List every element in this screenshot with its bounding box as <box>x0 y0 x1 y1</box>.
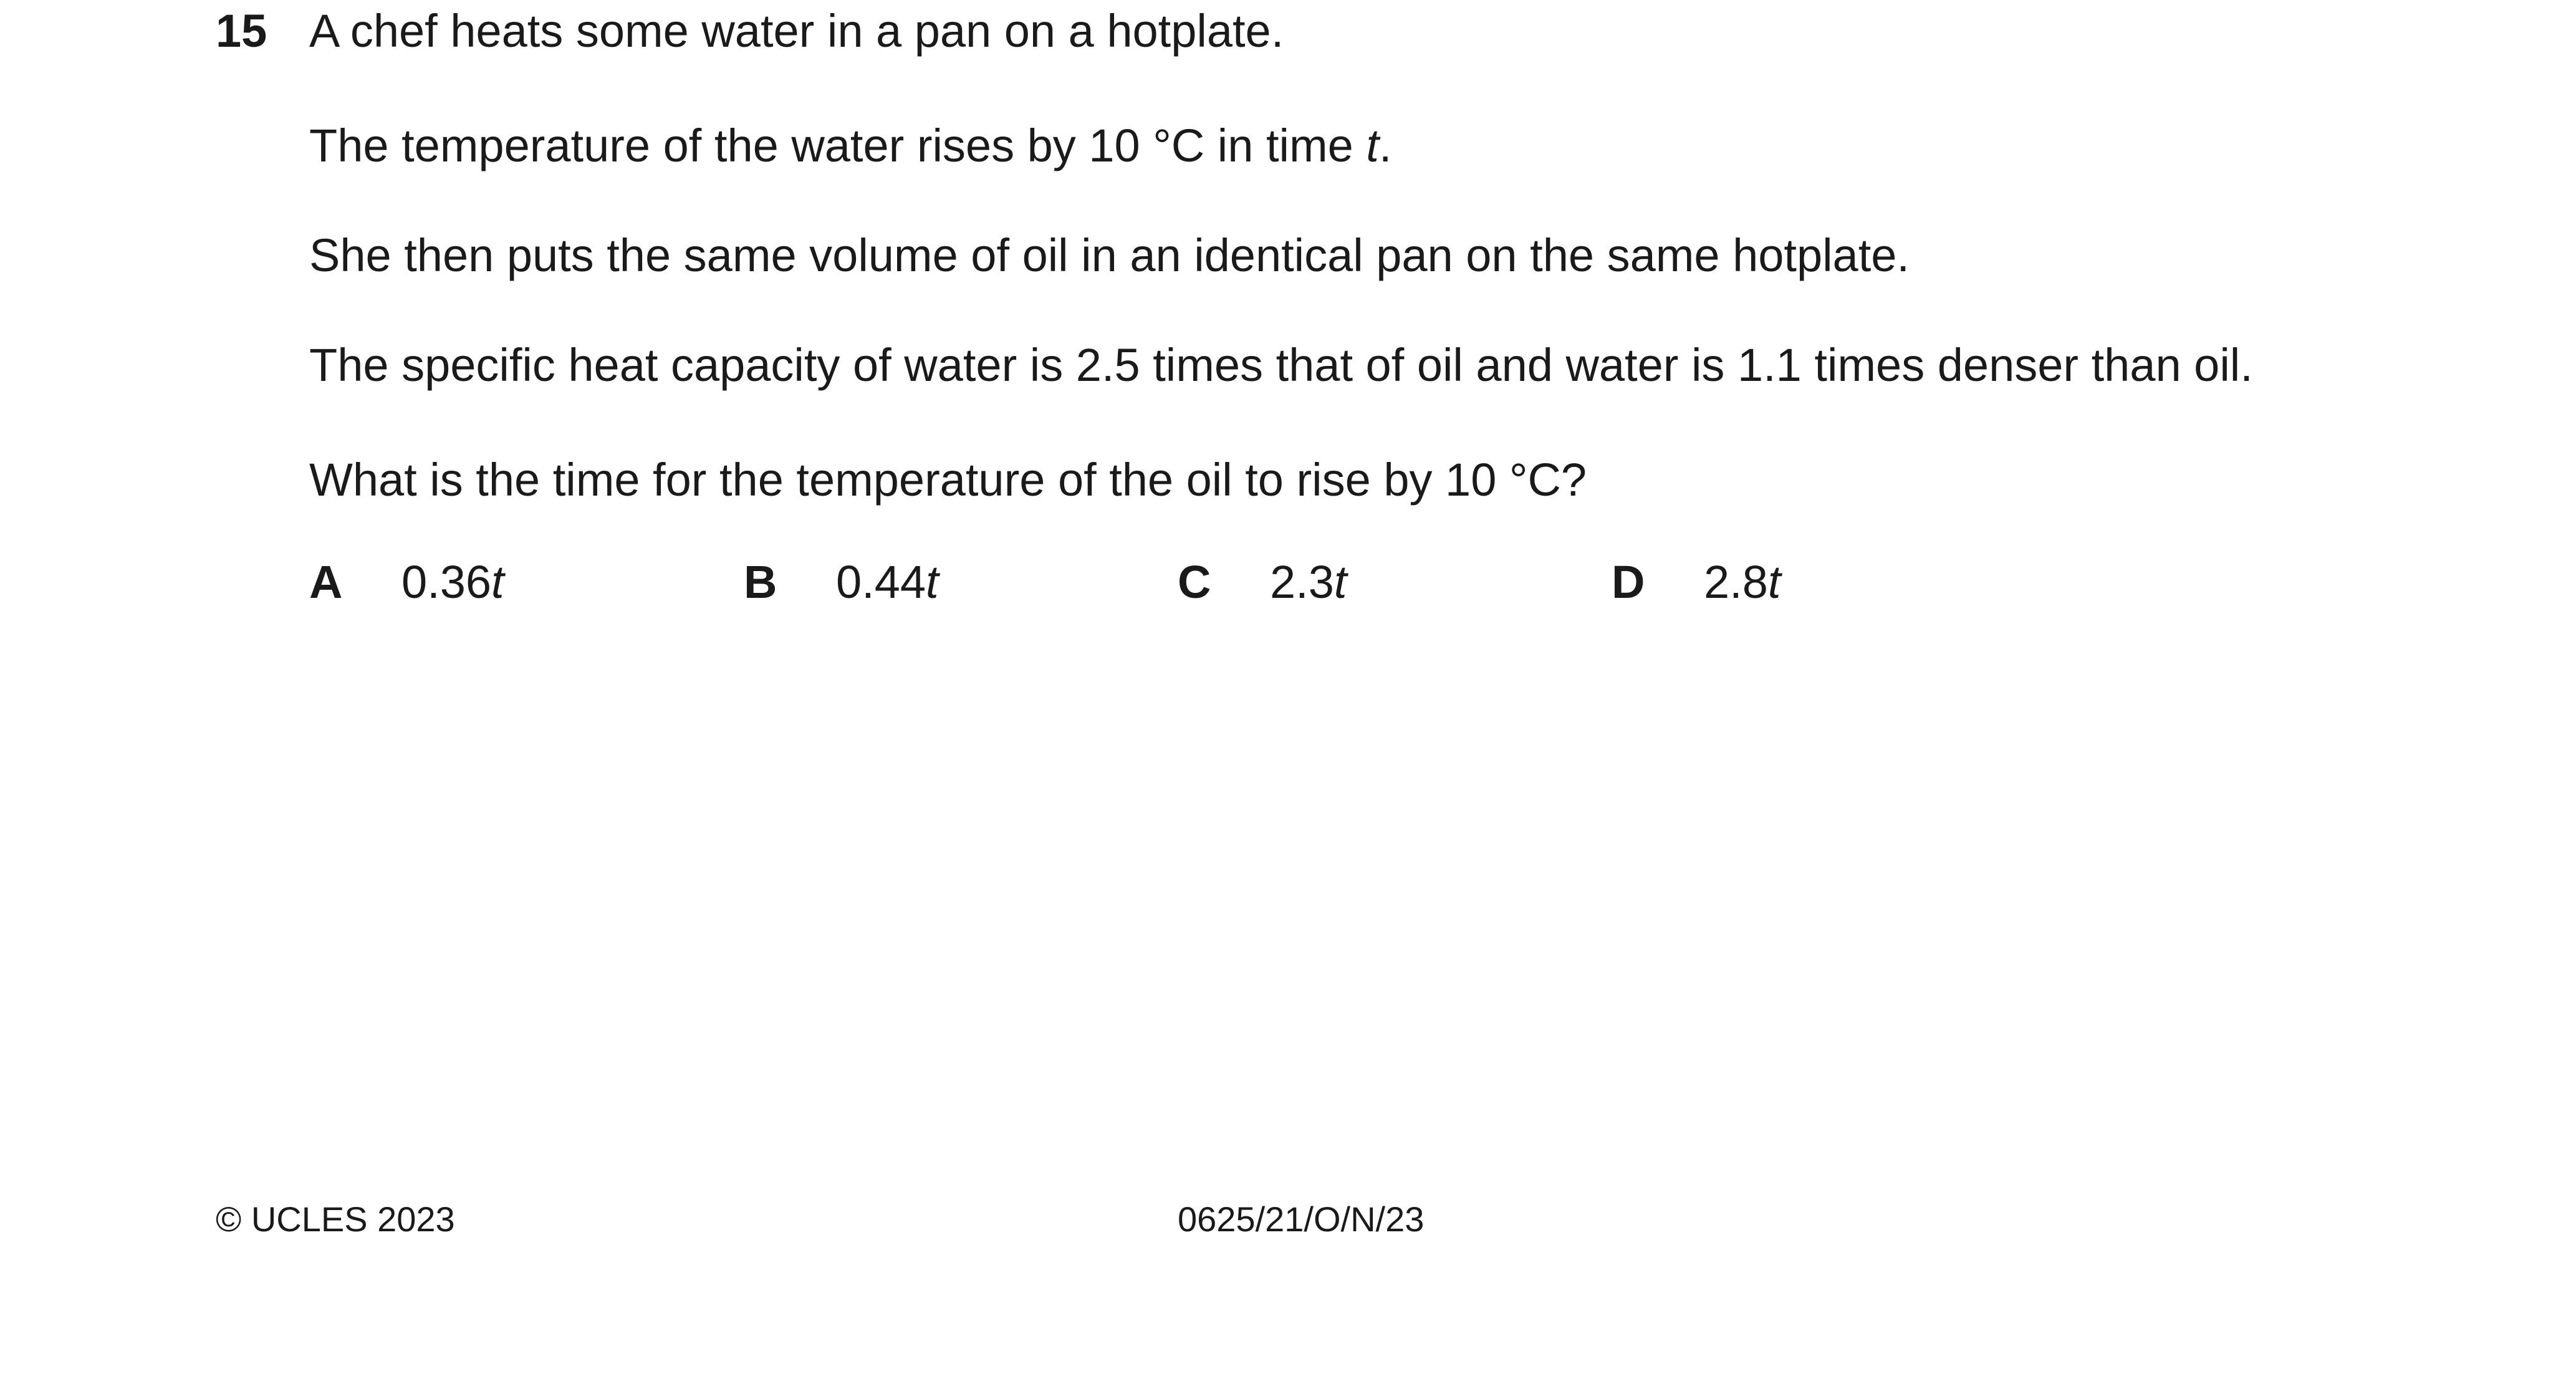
option-d[interactable] <box>1612 552 1781 612</box>
question-line-1: A chef heats some water in a pan on a hotplate. <box>309 5 1284 57</box>
option-a[interactable] <box>309 552 504 612</box>
option-d-letter: D <box>1612 556 1645 608</box>
option-a-letter: A <box>309 556 343 608</box>
option-b-value: 0.44 <box>836 556 926 608</box>
question-number: 15 <box>216 5 267 57</box>
option-b-var: t <box>926 556 939 608</box>
question-line-2 <box>309 116 1391 176</box>
footer-paper-code: 0625/21/O/N/23 <box>1178 1199 1425 1239</box>
option-b[interactable] <box>744 552 939 612</box>
question-line-2-end: . <box>1378 120 1392 171</box>
question-line-2-text: The temperature of the water rises by 10 °C in time <box>309 120 1367 171</box>
option-b-letter: B <box>744 556 777 608</box>
option-d-value: 2.8 <box>1704 556 1768 608</box>
option-a-var: t <box>491 556 504 608</box>
option-a-value: 0.36 <box>401 556 492 608</box>
option-c-var: t <box>1334 556 1347 608</box>
option-c[interactable] <box>1178 552 1347 612</box>
time-variable: t <box>1366 120 1379 171</box>
option-c-letter: C <box>1178 556 1211 608</box>
option-c-value: 2.3 <box>1270 556 1334 608</box>
question-prompt: What is the time for the temperature of the oil to rise by 10 °C? <box>309 454 1587 506</box>
footer-copyright: © UCLES 2023 <box>216 1199 455 1239</box>
option-d-var: t <box>1767 556 1781 608</box>
question-line-4: The specific heat capacity of water is 2.5 times that of oil and water is 1.1 times denser than oil. <box>309 339 2253 391</box>
question-line-3: She then puts the same volume of oil in an identical pan on the same hotplate. <box>309 229 1910 281</box>
